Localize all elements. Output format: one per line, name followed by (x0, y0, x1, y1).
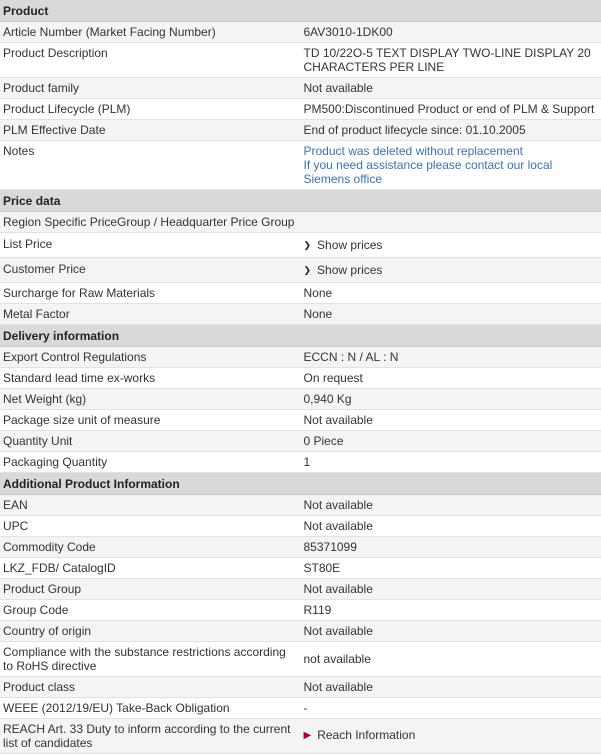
row-label: LKZ_FDB/ CatalogID (0, 558, 301, 579)
show-prices-label[interactable]: Show prices (317, 263, 382, 277)
triangle-right-icon: ▶ (304, 729, 312, 743)
row-value: None (301, 304, 601, 325)
section-header-delivery: Delivery information (0, 325, 601, 347)
row-value: End of product lifecycle since: 01.10.2005 (301, 120, 601, 141)
row-country-of-origin (0, 621, 601, 642)
row-value: Not available (301, 410, 601, 431)
row-label: Country of origin (0, 621, 301, 642)
row-value: 0 Piece (301, 431, 601, 452)
row-rohs (0, 642, 601, 677)
row-value: TD 10/22O-5 TEXT DISPLAY TWO-LINE DISPLAY 20 CHARACTERS PER LINE (301, 43, 601, 78)
row-value: 6AV3010-1DK00 (301, 22, 601, 43)
row-label: Surcharge for Raw Materials (0, 283, 301, 304)
row-value: Not available (301, 78, 601, 99)
row-label: Customer Price (0, 258, 301, 283)
row-plm-date (0, 120, 601, 141)
row-value: 85371099 (301, 537, 601, 558)
row-label: Product family (0, 78, 301, 99)
section-header-product: Product (0, 0, 601, 22)
row-product-description (0, 43, 601, 78)
row-net-weight (0, 389, 601, 410)
row-label: List Price (0, 233, 301, 258)
row-value: Not available (301, 579, 601, 600)
row-surcharge (0, 283, 601, 304)
row-value: Not available (301, 516, 601, 537)
row-label: Package size unit of measure (0, 410, 301, 431)
row-value: Not available (301, 677, 601, 698)
row-article-number (0, 22, 601, 43)
row-lead-time (0, 368, 601, 389)
row-product-lifecycle (0, 99, 601, 120)
reach-information-label[interactable]: Reach Information (317, 728, 415, 742)
row-label: Compliance with the substance restrictions according to RoHS directive (0, 642, 301, 677)
row-label: Product Lifecycle (PLM) (0, 99, 301, 120)
row-value: ECCN : N / AL : N (301, 347, 601, 368)
row-list-price (0, 233, 601, 258)
row-product-class (0, 677, 601, 698)
row-label: Product Group (0, 579, 301, 600)
row-value: ST80E (301, 558, 601, 579)
row-label: UPC (0, 516, 301, 537)
notes-deleted-text: Product was deleted without replacement (304, 144, 598, 158)
row-label: REACH Art. 33 Duty to inform according to the current list of candidates (0, 719, 301, 754)
section-header-additional: Additional Product Information (0, 473, 601, 495)
row-label: Article Number (Market Facing Number) (0, 22, 301, 43)
show-prices-link-list[interactable] (301, 233, 601, 258)
row-catalog-id (0, 558, 601, 579)
row-value: PM500:Discontinued Product or end of PLM & Support (301, 99, 601, 120)
row-label: Quantity Unit (0, 431, 301, 452)
row-label: PLM Effective Date (0, 120, 301, 141)
row-commodity-code (0, 537, 601, 558)
chevron-right-icon: ❯ (304, 238, 312, 252)
row-product-group (0, 579, 601, 600)
chevron-right-icon: ❯ (304, 263, 312, 277)
row-value (301, 212, 601, 233)
row-value: - (301, 698, 601, 719)
row-reach (0, 719, 601, 754)
row-packaging-quantity (0, 452, 601, 473)
section-header-price: Price data (0, 190, 601, 212)
row-label: Product class (0, 677, 301, 698)
row-package-size (0, 410, 601, 431)
row-weee (0, 698, 601, 719)
row-region-pricegroup (0, 212, 601, 233)
row-label: Commodity Code (0, 537, 301, 558)
row-value: Not available (301, 495, 601, 516)
row-export-control (0, 347, 601, 368)
row-label: Standard lead time ex-works (0, 368, 301, 389)
reach-information-link[interactable] (301, 719, 601, 754)
row-label: Net Weight (kg) (0, 389, 301, 410)
row-value: On request (301, 368, 601, 389)
show-prices-label[interactable]: Show prices (317, 238, 382, 252)
row-notes (0, 141, 601, 190)
row-value: not available (301, 642, 601, 677)
row-value: 1 (301, 452, 601, 473)
row-label: WEEE (2012/19/EU) Take-Back Obligation (0, 698, 301, 719)
row-label: Group Code (0, 600, 301, 621)
row-metal-factor (0, 304, 601, 325)
notes-contact-text: If you need assistance please contact our local Siemens office (304, 158, 598, 186)
row-label: EAN (0, 495, 301, 516)
row-label: Export Control Regulations (0, 347, 301, 368)
row-customer-price (0, 258, 601, 283)
row-ean (0, 495, 601, 516)
row-upc (0, 516, 601, 537)
row-quantity-unit (0, 431, 601, 452)
row-label: Region Specific PriceGroup / Headquarter Price Group (0, 212, 301, 233)
row-value: R119 (301, 600, 601, 621)
row-value: 0,940 Kg (301, 389, 601, 410)
row-label: Metal Factor (0, 304, 301, 325)
row-group-code (0, 600, 601, 621)
show-prices-link-customer[interactable] (301, 258, 601, 283)
notes-value (301, 141, 601, 190)
row-label: Packaging Quantity (0, 452, 301, 473)
row-value: None (301, 283, 601, 304)
row-label: Notes (0, 141, 301, 190)
row-value: Not available (301, 621, 601, 642)
row-product-family (0, 78, 601, 99)
row-label: Product Description (0, 43, 301, 78)
